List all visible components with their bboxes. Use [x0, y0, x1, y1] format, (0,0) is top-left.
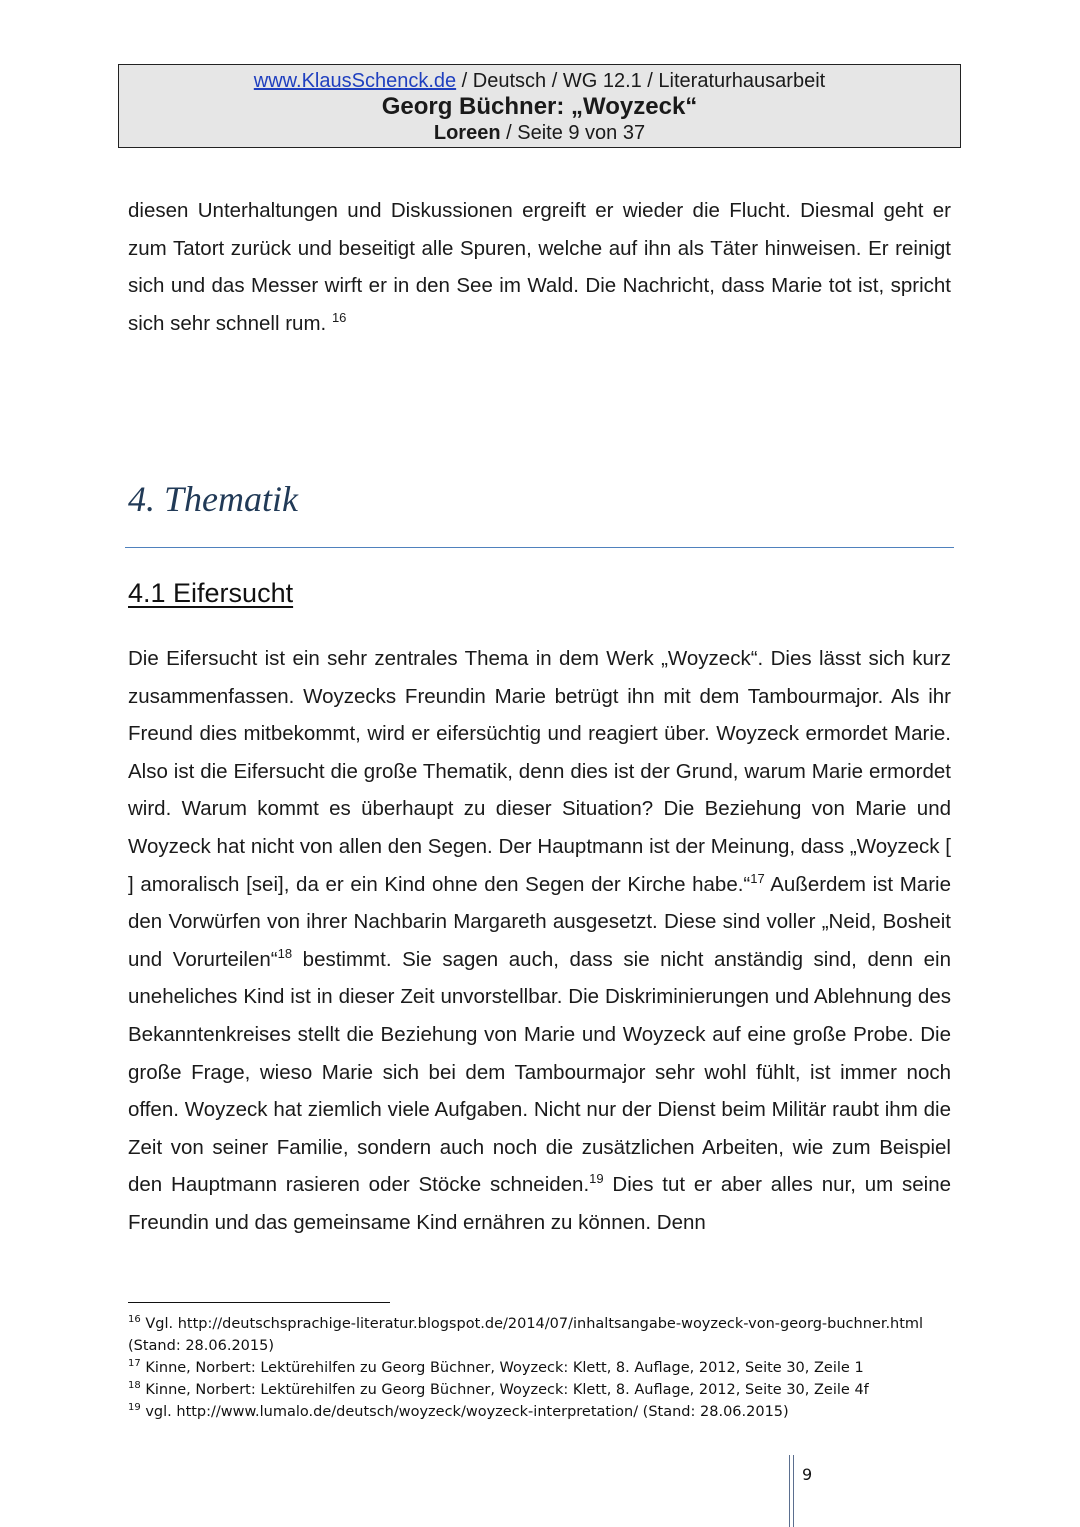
section-text-1: Die Eifersucht ist ein sehr zentrales Thema in dem Werk „Woyzeck“. Dies lässt sich kurz zusammenfassen. Woyzecks Freundin Marie betrügt ihn mit dem Tambourmajor. Als ihr Freund dies mitbekommt, wird er eifersüchtig und reagiert über. Woyzeck ermordet Marie. Also ist die Eifersucht die große Thematik, denn dies ist der Grund, warum Marie ermordet wird. Warum kommt es überhaupt zu dieser Situation? Die Beziehung von Marie und Woyzeck hat nicht von allen den Segen. Der Hauptmann ist der Meinung, dass „Woyzeck [ ] amoralisch [sei], da er ein Kind ohne den Segen der Kirche habe.“	[128, 647, 951, 896]
header-page-info: / Seite 9 von 37	[500, 122, 646, 144]
page-number: 9	[802, 1465, 813, 1484]
header-title: Georg Büchner: „Woyzeck“	[381, 93, 698, 120]
intro-text: diesen Unterhaltungen und Diskussionen ergreift er wieder die Flucht. Diesmal geht er zum Tatort zurück und beseitigt alle Spuren, welche auf ihn als Täter hinweisen. Er reinigt sich und das Messer wirft er in den See im Wald. Die Nachricht, dass Marie tot ist, spricht sich sehr schnell rum.	[128, 199, 951, 335]
page-header	[118, 64, 961, 148]
header-author: Loreen	[433, 122, 501, 144]
footnote-ref-17[interactable]: 17	[750, 870, 765, 886]
footnote-ref-16[interactable]: 16	[331, 309, 347, 325]
footnote-number: 19	[128, 1402, 141, 1414]
section-text-4: Dies tut er aber alles nur, um seine Freundin und das gemeinsame Kind ernähren zu können. Denn	[128, 1173, 951, 1234]
footnote-17	[128, 1357, 958, 1379]
footnote-19	[128, 1401, 958, 1423]
footnote-text: Vgl. http://deutschsprachige-literatur.blogspot.de/2014/07/inhaltsangabe-woyzeck-von-georg-buchner.html (Stand: 28.06.2015)	[128, 1316, 924, 1354]
site-link[interactable]: www.KlausSchenck.de	[253, 70, 457, 92]
footnote-ref-18[interactable]: 18	[277, 945, 293, 961]
header-path: / Deutsch / WG 12.1 / Literaturhausarbeit	[456, 70, 826, 92]
intro-paragraph-block	[128, 192, 951, 342]
header-path-line	[119, 69, 960, 93]
header-author-line	[119, 121, 960, 145]
footnotes	[128, 1313, 958, 1423]
footnote-text: vgl. http://www.lumalo.de/deutsch/woyzeck/woyzeck-interpretation/ (Stand: 28.06.2015)	[140, 1404, 789, 1420]
chapter-divider	[125, 547, 954, 548]
footnote-number: 16	[128, 1314, 141, 1326]
chapter-title: 4. Thematik	[128, 479, 298, 519]
section-text-3: bestimmt. Sie sagen auch, dass sie nicht anständig sind, denn ein uneheliches Kind ist in dieser Zeit unvorstellbar. Die Diskriminierungen und Ablehnung des Bekanntenkreises stellt die Beziehung von Marie und Woyzeck auf eine große Probe. Die große Frage, wieso Marie sich bei dem Tambourmajor sehr wohl fühlt, ist immer noch offen. Woyzeck hat ziemlich viele Aufgaben. Nicht nur der Dienst beim Militär raubt ihm die Zeit von seiner Familie, sondern auch noch die zusätzlichen Arbeiten, wie zum Beispiel den Hauptmann rasieren oder Stöcke schneiden.	[128, 947, 951, 1197]
footnote-text: Kinne, Norbert: Lektürehilfen zu Georg Büchner, Woyzeck: Klett, 8. Auflage, 2012, Seite 30, Zeile 1	[140, 1360, 864, 1376]
section-paragraph-block	[128, 640, 951, 1242]
footnote-number: 18	[128, 1380, 141, 1392]
footnote-16	[128, 1313, 958, 1357]
footnote-18	[128, 1379, 958, 1401]
section-title: 4.1 Eifersucht	[128, 578, 294, 608]
page-number-bar	[789, 1455, 794, 1527]
footnote-text: Kinne, Norbert: Lektürehilfen zu Georg Büchner, Woyzeck: Klett, 8. Auflage, 2012, Seite 30, Zeile 4f	[140, 1382, 869, 1398]
footnote-number: 17	[128, 1358, 141, 1370]
section-text-2: Außerdem ist Marie den Vorwürfen von ihrer Nachbarin Margareth ausgesetzt. Diese sind voller „Neid, Bosheit und Vorurteilen“	[128, 872, 951, 971]
footnote-divider	[128, 1302, 390, 1303]
section-paragraph	[128, 640, 951, 1242]
footnote-ref-19[interactable]: 19	[589, 1171, 604, 1187]
intro-paragraph	[128, 192, 951, 342]
